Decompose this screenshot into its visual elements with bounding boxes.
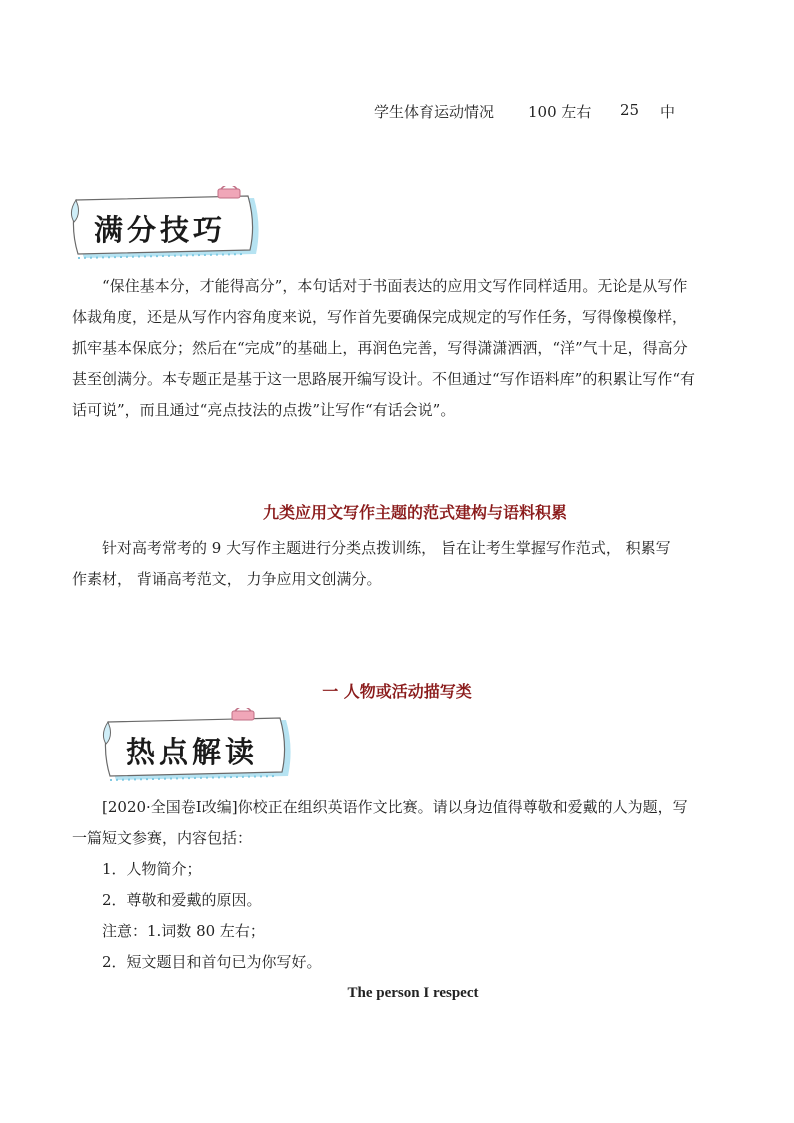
table-cell-level: 中 (660, 103, 676, 121)
banner-hot-topic-analysis (100, 708, 300, 788)
intro-line: 甚至创满分。本专题正是基于这一思路展开编写设计。不但通过“写作语料库”的积累让写作“有 (72, 370, 696, 388)
section-line: 作素材， 背诵高考范文， 力争应用文创满分。 (72, 570, 382, 588)
intro-line: 体裁角度，还是从写作内容角度来说，写作首先要确保完成规定的写作任务，写得像模像样， (72, 308, 688, 326)
section-paragraph (72, 533, 724, 595)
question-prompt: 一篇短文参赛，内容包括： (72, 829, 253, 847)
section-title: 九类应用文写作主题的范式建构与语料积累 (262, 503, 567, 522)
banner-label: 满分技巧 (94, 213, 227, 247)
banner-full-score-skills (68, 186, 268, 266)
binder-clip-icon (218, 186, 240, 198)
table-cell-word-count: 100 左右 (528, 103, 592, 121)
section-line: 针对高考常考的 9 大写作主题进行分类点拨训练， 旨在让考生掌握写作范式， 积累写 (102, 539, 671, 557)
intro-paragraph (72, 271, 724, 426)
table-cell-score: 25 (620, 101, 640, 119)
subsection-title: 一 人物或活动描写类 (322, 682, 472, 701)
intro-line: 抓牢基本保底分；然后在“完成”的基础上，再润色完善，写得潇潇洒洒，“洋”气十足，得高分 (72, 339, 688, 357)
intro-line: 话可说”，而且通过“亮点技法的点拨”让写作“有话会说”。 (72, 401, 456, 419)
question-item: 1．人物简介； (102, 860, 202, 878)
banner-label: 热点解读 (126, 735, 259, 769)
table-row (0, 101, 794, 121)
question-note: 2．短文题目和首句已为你写好。 (102, 953, 322, 971)
binder-clip-icon (232, 708, 254, 720)
intro-line: “保住基本分，才能得高分”，本句话对于书面表达的应用文写作同样适用。无论是从写作 (102, 277, 688, 295)
question-prompt: [2020·全国卷Ⅰ改编]你校正在组织英语作文比赛。请以身边值得尊敬和爱戴的人为题，写 (102, 798, 688, 816)
question-block (72, 792, 732, 978)
question-note: 注意：1.词数 80 左右； (102, 922, 265, 940)
question-item: 2．尊敬和爱戴的原因。 (102, 891, 262, 909)
essay-title: The person I respect (347, 985, 479, 1001)
table-cell-topic: 学生体育运动情况 (374, 103, 495, 121)
